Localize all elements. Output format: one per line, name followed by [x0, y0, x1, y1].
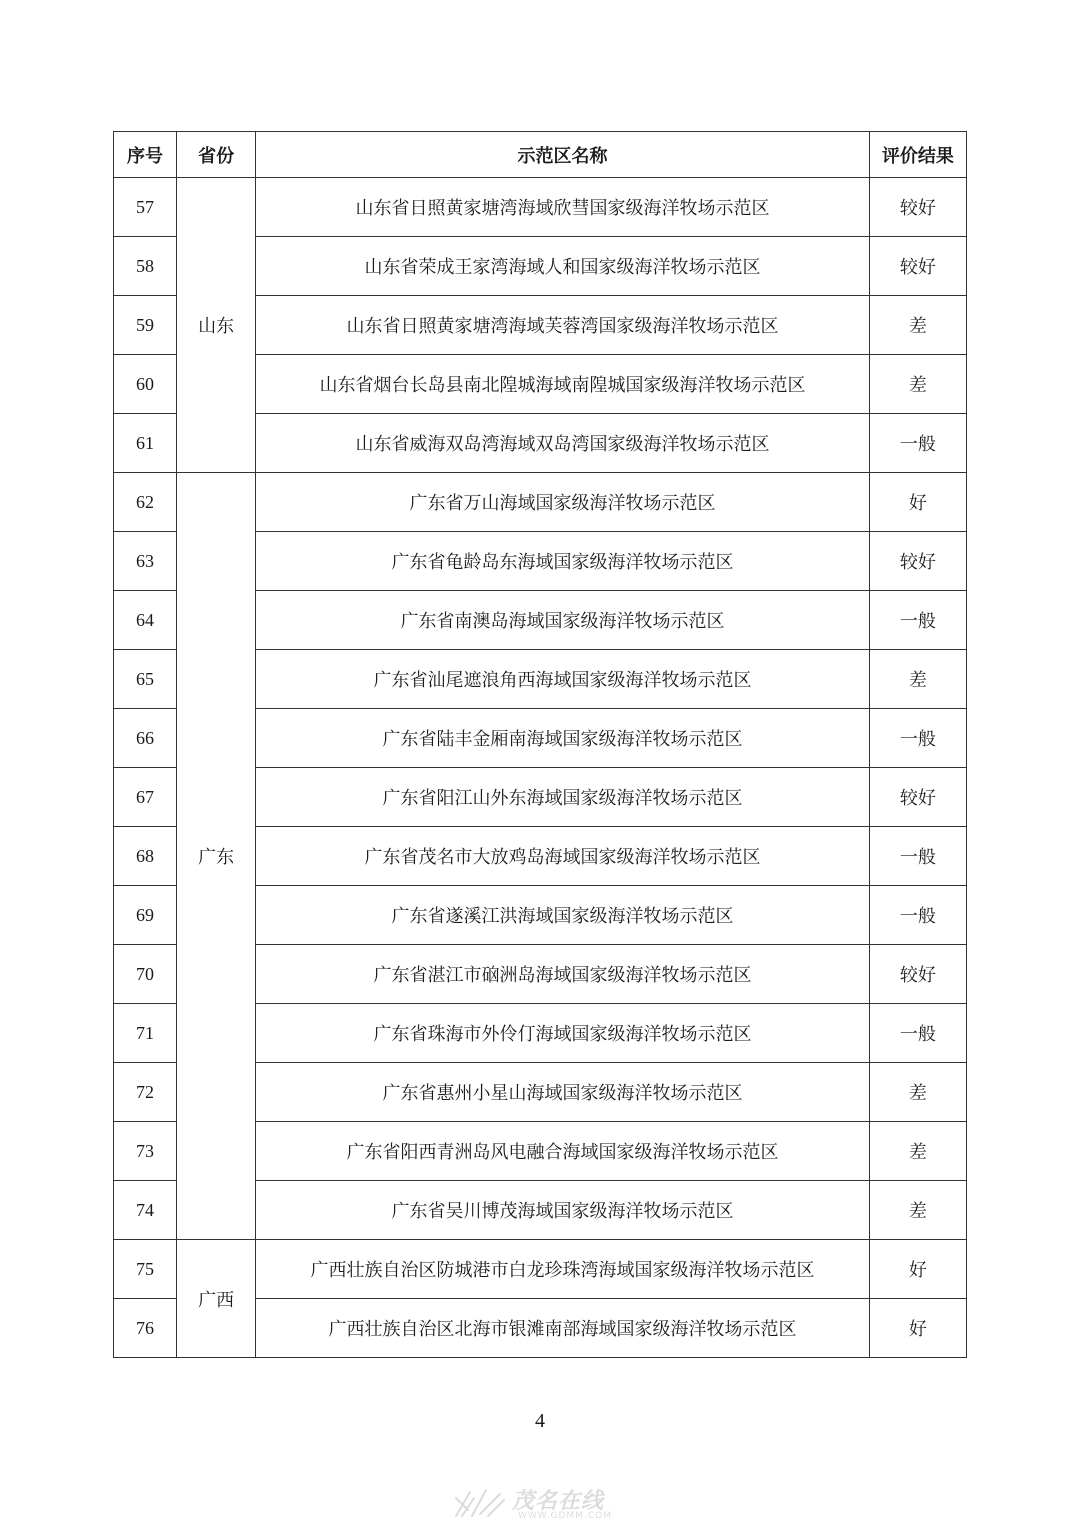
province-cell: 广东 — [177, 473, 256, 1240]
header-seq: 序号 — [114, 132, 177, 178]
zone-name-cell: 广西壮族自治区防城港市白龙珍珠湾海域国家级海洋牧场示范区 — [256, 1240, 870, 1299]
result-cell: 较好 — [869, 768, 966, 827]
result-cell: 好 — [869, 1240, 966, 1299]
seq-cell: 68 — [114, 827, 177, 886]
header-name: 示范区名称 — [256, 132, 870, 178]
result-cell: 差 — [869, 1122, 966, 1181]
zone-name-cell: 山东省威海双岛湾海域双岛湾国家级海洋牧场示范区 — [256, 414, 870, 473]
seq-cell: 71 — [114, 1004, 177, 1063]
province-cell: 山东 — [177, 178, 256, 473]
result-cell: 好 — [869, 473, 966, 532]
zone-name-cell: 广东省惠州小星山海域国家级海洋牧场示范区 — [256, 1063, 870, 1122]
zone-name-cell: 广东省万山海域国家级海洋牧场示范区 — [256, 473, 870, 532]
result-cell: 较好 — [869, 237, 966, 296]
zone-name-cell: 广东省湛江市硇洲岛海域国家级海洋牧场示范区 — [256, 945, 870, 1004]
zone-name-cell: 山东省烟台长岛县南北隍城海域南隍城国家级海洋牧场示范区 — [256, 355, 870, 414]
result-cell: 差 — [869, 650, 966, 709]
result-cell: 一般 — [869, 886, 966, 945]
result-cell: 一般 — [869, 591, 966, 650]
result-cell: 差 — [869, 355, 966, 414]
seq-cell: 63 — [114, 532, 177, 591]
province-cell: 广西 — [177, 1240, 256, 1358]
zone-name-cell: 广东省珠海市外伶仃海域国家级海洋牧场示范区 — [256, 1004, 870, 1063]
seq-cell: 70 — [114, 945, 177, 1004]
watermark — [452, 1484, 652, 1524]
seq-cell: 57 — [114, 178, 177, 237]
table-header-row — [114, 132, 967, 178]
result-cell: 一般 — [869, 709, 966, 768]
header-province: 省份 — [177, 132, 256, 178]
table-row — [114, 178, 967, 237]
seq-cell: 67 — [114, 768, 177, 827]
watermark-brand: 茂名在线 — [512, 1489, 605, 1514]
result-cell: 较好 — [869, 532, 966, 591]
seq-cell: 62 — [114, 473, 177, 532]
result-cell: 好 — [869, 1299, 966, 1358]
result-cell: 较好 — [869, 945, 966, 1004]
zone-name-cell: 广东省吴川博茂海域国家级海洋牧场示范区 — [256, 1181, 870, 1240]
demo-zone-table — [113, 131, 967, 1358]
zone-name-cell: 广东省遂溪江洪海域国家级海洋牧场示范区 — [256, 886, 870, 945]
zone-name-cell: 广东省阳江山外东海域国家级海洋牧场示范区 — [256, 768, 870, 827]
seq-cell: 75 — [114, 1240, 177, 1299]
seq-cell: 73 — [114, 1122, 177, 1181]
seq-cell: 60 — [114, 355, 177, 414]
result-cell: 差 — [869, 296, 966, 355]
zone-name-cell: 广西壮族自治区北海市银滩南部海域国家级海洋牧场示范区 — [256, 1299, 870, 1358]
seq-cell: 76 — [114, 1299, 177, 1358]
zone-name-cell: 广东省龟龄岛东海域国家级海洋牧场示范区 — [256, 532, 870, 591]
seq-cell: 65 — [114, 650, 177, 709]
table-row — [114, 473, 967, 532]
watermark-url: WWW.GDMM.COM — [518, 1511, 612, 1521]
header-result: 评价结果 — [869, 132, 966, 178]
zone-name-cell: 广东省南澳岛海域国家级海洋牧场示范区 — [256, 591, 870, 650]
zone-name-cell: 山东省荣成王家湾海域人和国家级海洋牧场示范区 — [256, 237, 870, 296]
page-number: 4 — [535, 1410, 545, 1432]
zone-name-cell: 广东省陆丰金厢南海域国家级海洋牧场示范区 — [256, 709, 870, 768]
result-cell: 一般 — [869, 414, 966, 473]
seq-cell: 59 — [114, 296, 177, 355]
result-cell: 差 — [869, 1181, 966, 1240]
seq-cell: 66 — [114, 709, 177, 768]
seq-cell: 64 — [114, 591, 177, 650]
result-cell: 差 — [869, 1063, 966, 1122]
table-row — [114, 1240, 967, 1299]
seq-cell: 61 — [114, 414, 177, 473]
zone-name-cell: 山东省日照黄家塘湾海域欣彗国家级海洋牧场示范区 — [256, 178, 870, 237]
zone-name-cell: 山东省日照黄家塘湾海域芙蓉湾国家级海洋牧场示范区 — [256, 296, 870, 355]
seq-cell: 58 — [114, 237, 177, 296]
zone-name-cell: 广东省茂名市大放鸡岛海域国家级海洋牧场示范区 — [256, 827, 870, 886]
seq-cell: 69 — [114, 886, 177, 945]
bird-logo-icon — [452, 1486, 508, 1520]
result-cell: 较好 — [869, 178, 966, 237]
result-cell: 一般 — [869, 1004, 966, 1063]
zone-name-cell: 广东省汕尾遮浪角西海域国家级海洋牧场示范区 — [256, 650, 870, 709]
zone-name-cell: 广东省阳西青洲岛风电融合海域国家级海洋牧场示范区 — [256, 1122, 870, 1181]
table-body — [114, 178, 967, 1358]
seq-cell: 74 — [114, 1181, 177, 1240]
seq-cell: 72 — [114, 1063, 177, 1122]
result-cell: 一般 — [869, 827, 966, 886]
